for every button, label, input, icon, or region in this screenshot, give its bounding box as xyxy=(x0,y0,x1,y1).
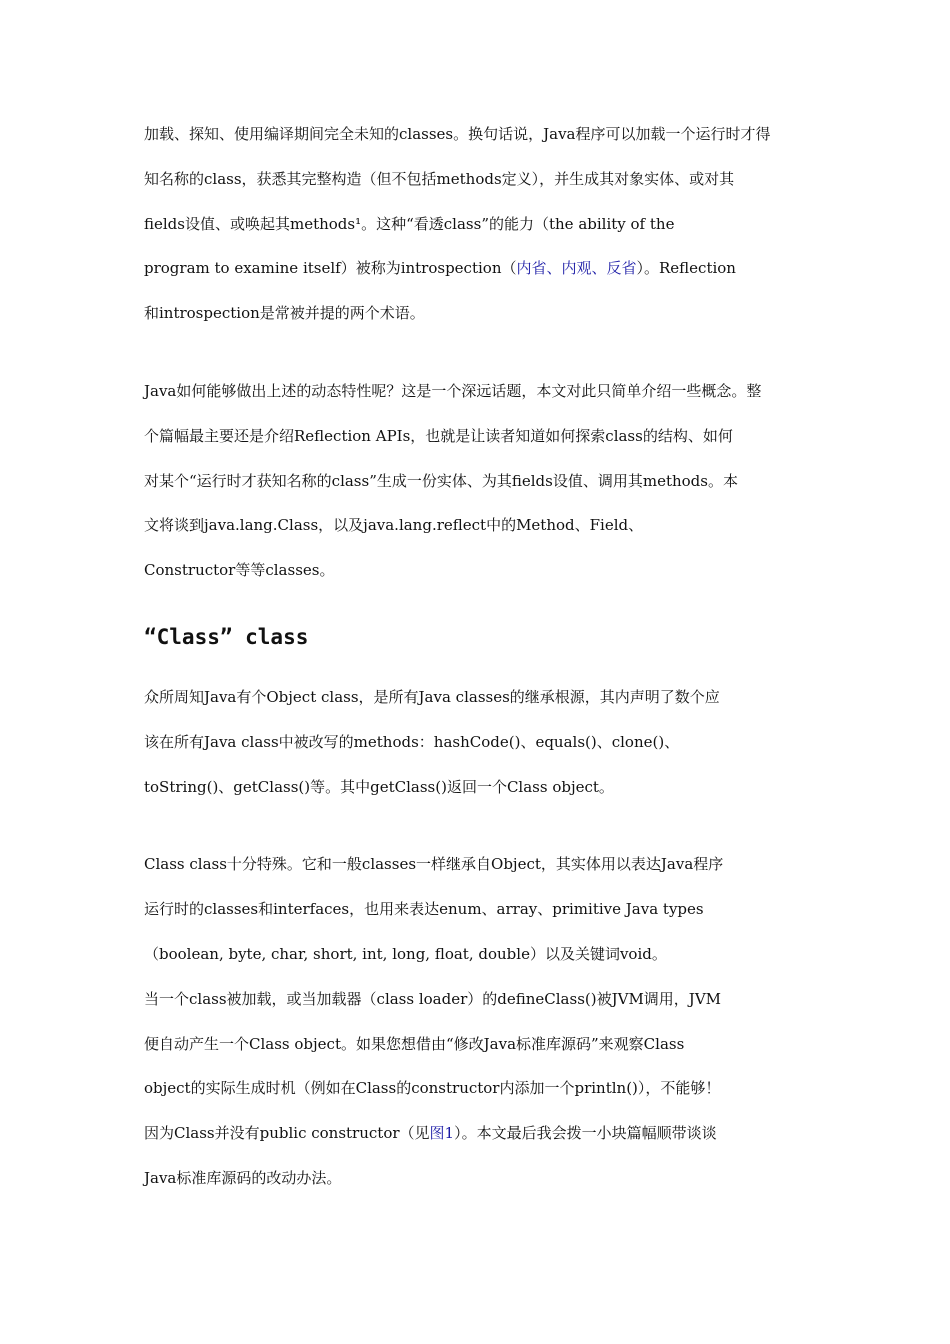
text-line: （boolean, byte, char, short, int, long, float, double）以及关键词void。 xyxy=(144,944,667,963)
text-line: 和introspection是常被并提的两个术语。 xyxy=(144,304,425,323)
text-line: 个篇幅最主要还是介绍Reflection APIs，也就是让读者知道如何探索class的结构、如何 xyxy=(144,426,733,445)
text-line: 加载、探知、使用编译期间完全未知的classes。换句话说，Java程序可以加载一个运行时才得 xyxy=(144,125,771,143)
document-page xyxy=(144,112,816,1201)
text-line: 便自动产生一个Class object。如果您想借由“修改Java标准库源码”来观察Class xyxy=(144,1034,685,1053)
text-line: Constructor等等classes。 xyxy=(144,561,335,580)
class-class-paragraph xyxy=(144,842,816,1200)
cross-reference-link[interactable]: 内省、内观、反省 xyxy=(516,259,637,278)
text-line: toString()、getClass()等。其中getClass()返回一个Class object。 xyxy=(144,777,614,796)
text-line: 当一个class被加载，或当加载器（class loader）的defineClass()被JVM调用，JVM xyxy=(144,989,722,1008)
text-line: object的实际生成时机（例如在Class的constructor内添加一个println()），不能够！ xyxy=(144,1079,721,1098)
text-line: fields设值、或唤起其methods¹。这种“看透class”的能力（the ability of the xyxy=(144,214,675,233)
object-class-paragraph xyxy=(144,675,816,809)
text-line: 知名称的class，获悉其完整构造（但不包括methods定义），并生成其对象实体、或对其 xyxy=(144,169,735,188)
text-line: Java如何能够做出上述的动态特性呢？这是一个深远话题，本文对此只简单介绍一些概念。整 xyxy=(144,381,762,400)
text-line: 运行时的classes和interfaces，也用来表达enum、array、primitive Java types xyxy=(144,900,704,919)
cross-reference-link[interactable]: 图1 xyxy=(429,1124,455,1143)
text-line: program to examine itself）被称为introspection（内省、内观、反省）。Reflection xyxy=(144,259,736,278)
dynamic-features-paragraph xyxy=(144,369,816,593)
text-line: Class class十分特殊。它和一般classes一样继承自Object，其实体用以表达Java程序 xyxy=(144,855,724,874)
intro-paragraph xyxy=(144,112,816,336)
text-line: 文将谈到java.lang.Class，以及java.lang.reflect中的Method、Field、 xyxy=(144,516,644,535)
text-line: 众所周知Java有个Object class，是所有Java classes的继承根源，其内声明了数个应 xyxy=(144,687,720,706)
text-line: 该在所有Java class中被改写的methods：hashCode()、equals()、clone()、 xyxy=(144,732,680,751)
paragraph-gap xyxy=(144,336,816,369)
paragraph-gap xyxy=(144,809,816,842)
text-line: 对某个“运行时才获知名称的class”生成一份实体、为其fields设值、调用其methods。本 xyxy=(144,471,738,490)
text-line: Java标准库源码的改动办法。 xyxy=(144,1168,342,1187)
text-line: 因为Class并没有public constructor（见图1）。本文最后我会拨一小块篇幅顺带谈谈 xyxy=(144,1124,717,1143)
section-heading: “Class” class xyxy=(144,624,309,649)
